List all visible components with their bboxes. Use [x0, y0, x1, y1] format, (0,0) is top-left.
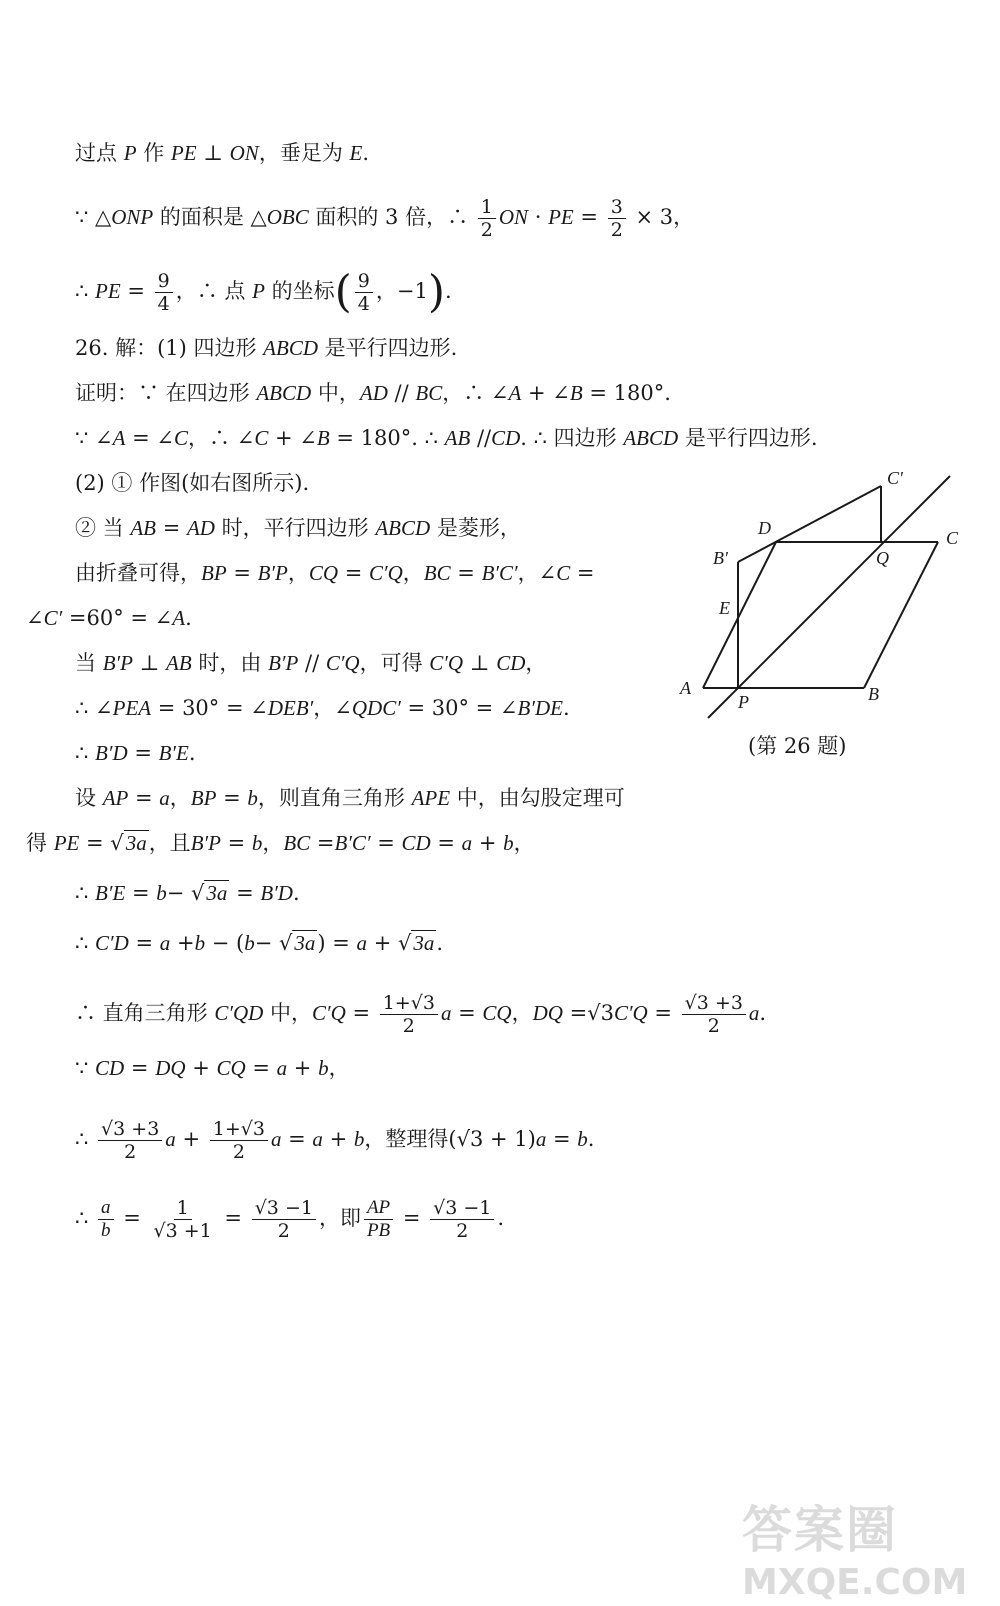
solution-line-1: 过点 P 作 PE ⊥ ON，垂足为 E.	[75, 141, 370, 165]
solution-line-11: 当 B′P ⊥ AB 时，由 B′P // C′Q，可得 C′Q ⊥ CD，	[75, 651, 547, 675]
fraction: $\frac{9}{4}$	[155, 270, 173, 315]
solution-line-7: (2) ① 作图(如右图所示).	[75, 471, 310, 495]
fraction: $\frac{√3 +3}{2}$	[98, 1118, 162, 1163]
label-A: A	[680, 678, 691, 698]
label-D: D	[758, 518, 771, 538]
solution-line-5: 证明：∵ 在四边形 ABCD 中，AD // BC，∴ ∠A + ∠B = 180°.	[75, 381, 671, 405]
solution-line-15: 得 PE = √3a，且B′P = b，BC =B′C′ = CD = a + b，	[26, 831, 535, 855]
fraction: $\frac{√3 -1}{2}$	[430, 1197, 494, 1242]
solution-line-4: 26. 解：(1) 四边形 ABCD 是平行四边形.	[75, 336, 458, 360]
fraction: $\frac{√3 -1}{2}$	[252, 1197, 316, 1242]
fraction: $\frac{9}{4}$	[355, 270, 373, 315]
solution-line-8: ② 当 AB = AD 时，平行四边形 ABCD 是菱形，	[75, 516, 521, 540]
sqrt-expression: √3a	[110, 831, 147, 855]
fraction: $\frac{1+√3}{2}$	[210, 1118, 268, 1163]
sqrt-expression: √3a	[191, 881, 228, 905]
label-C: C	[946, 528, 959, 548]
fraction: $\frac{1}{2}$	[478, 196, 496, 241]
fraction: $\frac{AP}{PB}$	[364, 1197, 393, 1242]
solution-line-13: ∴ B′D = B′E.	[75, 741, 196, 765]
figure-caption: (第 26 题)	[748, 734, 847, 758]
label-E: E	[719, 598, 730, 618]
label-C-prime: C′	[887, 468, 903, 488]
label-B-prime: B′	[713, 548, 728, 568]
watermark-text-cn: 答案圈	[742, 1500, 898, 1559]
fraction: $\frac{a}{b}$	[98, 1197, 114, 1242]
solution-line-12: ∴ ∠PEA = 30° = ∠DEB′，∠QDC′ = 30° = ∠B′DE.	[75, 696, 570, 720]
solution-line-3: ∴ PE = $\frac{9}{4}$ ，∴ 点 P 的坐标( $\frac{9}{4}$ ，−1).	[75, 266, 452, 318]
solution-line-17: ∴ C′D = a +b − (b− √3a) = a + √3a.	[75, 931, 444, 955]
solution-line-10: ∠C′ =60° = ∠A.	[26, 606, 192, 630]
solution-line-6: ∵ ∠A = ∠C，∴ ∠C + ∠B = 180°. ∴ AB //CD. ∴ 四边形 ABCD 是平行四边形.	[75, 426, 818, 450]
solution-line-9: 由折叠可得，BP = B′P，CQ = C′Q，BC = B′C′，∠C =	[75, 561, 595, 585]
solution-line-20: ∴ $\frac{√3 +3}{2}$ a + $\frac{1+√3}{2}$ a = a + b，整理得(√3 + 1)a = b.	[75, 1118, 595, 1163]
fraction: $\frac{1+√3}{2}$	[380, 992, 438, 1037]
fraction: $\frac{√3 +3}{2}$	[682, 992, 746, 1037]
solution-line-2: ∵ △ONP 的面积是 △OBC 面积的 3 倍，∴ $\frac{1}{2}$ ON · PE = $\frac{3}{2}$ × 3，	[75, 196, 695, 241]
solution-line-18: ∴ 直角三角形 C′QD 中，C′Q = $\frac{1+√3}{2}$ a = CQ，DQ =√3C′Q = $\frac{√3 +3}{2}$ a.	[75, 992, 767, 1037]
sqrt-expression: √3a	[397, 931, 435, 955]
solution-line-19: ∵ CD = DQ + CQ = a + b，	[75, 1056, 350, 1080]
solution-line-14: 设 AP = a，BP = b，则直角三角形 APE 中，由勾股定理可	[75, 786, 625, 810]
sqrt-expression: √3a	[278, 931, 316, 955]
fold-line-PQ	[708, 476, 950, 718]
label-Q: Q	[876, 548, 889, 568]
label-B: B	[868, 684, 879, 704]
fraction: $\frac{3}{2}$	[608, 196, 626, 241]
fraction: $\frac{1}{√3 +1}$	[153, 1197, 212, 1242]
watermark-text-en: MXQE.COM	[742, 1562, 968, 1603]
watermark-logo	[742, 1490, 992, 1603]
solution-line-16: ∴ B′E = b− √3a = B′D.	[75, 881, 300, 905]
geometry-figure	[676, 466, 976, 746]
solution-line-21: ∴ $\frac{a}{b}$ = $\frac{1}{√3 +1}$ = $\frac{√3 -1}{2}$ ，即 $\frac{AP}{PB}$ = $\frac{√3 -1}{2}$ .	[75, 1197, 505, 1242]
label-P: P	[738, 692, 749, 712]
